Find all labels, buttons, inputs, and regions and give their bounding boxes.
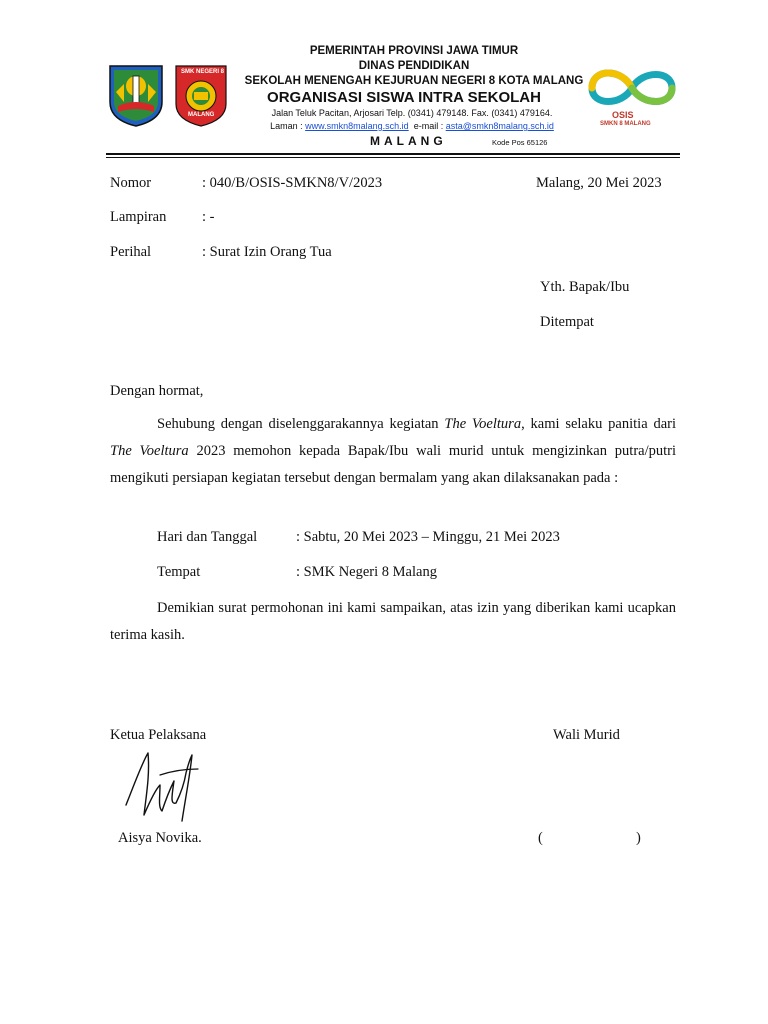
- kop-line-province: PEMERINTAH PROVINSI JAWA TIMUR: [309, 45, 519, 57]
- perihal-label: Perihal: [110, 244, 152, 260]
- kop-address: Jalan Teluk Pacitan, Arjosari Telp. (0341) 479148. Fax. (0341) 479164.: [271, 108, 553, 118]
- kop-line-organization: ORGANISASI SISWA INTRA SEKOLAH: [267, 89, 541, 106]
- osis-logo-subtext: SMKN 8 MALANG: [600, 121, 651, 127]
- kop-rule-thick: [106, 153, 680, 155]
- body-paragraph-2: [110, 595, 676, 649]
- detail-date-value: : Sabtu, 20 Mei 2023 – Minggu, 21 Mei 2023: [296, 529, 560, 545]
- smk-logo-top-text: SMK NEGERI 8: [181, 69, 225, 75]
- kop-line-dinas: DINAS PENDIDIKAN: [358, 60, 470, 72]
- p1-part-b: , kami selaku panitia dari: [521, 416, 676, 432]
- email-link[interactable]: asta@smkn8malang.sch.id: [445, 121, 554, 131]
- event-name-2: The Voeltura: [110, 443, 189, 459]
- p1-part-c: 2023 memohon kepada Bapak/Ibu wali murid untuk mengizinkan putra/putri mengikuti persiapan kegiatan tersebut dengan bermalam yang akan dilaksanakan pada :: [110, 443, 676, 486]
- signer-left-name: Aisya Novika.: [118, 830, 202, 846]
- signer-right-title: Wali Murid: [553, 727, 620, 743]
- laman-label: Laman :: [270, 121, 306, 131]
- detail-date-label: Hari dan Tanggal: [157, 529, 258, 545]
- detail-place-label: Tempat: [157, 564, 201, 580]
- website-link[interactable]: www.smkn8malang.sch.id: [305, 121, 409, 131]
- lampiran-label: Lampiran: [110, 209, 167, 225]
- nomor-label: Nomor: [110, 175, 152, 191]
- email-label: e-mail :: [408, 121, 446, 131]
- event-name: The Voeltura: [444, 416, 522, 432]
- signer-right-close-paren: ): [636, 830, 641, 846]
- signer-left-title: Ketua Pelaksana: [110, 727, 207, 743]
- kop-line-school: SEKOLAH MENENGAH KEJURUAN NEGERI 8 KOTA MALANG: [244, 75, 584, 87]
- salutation: Dengan hormat,: [110, 383, 204, 399]
- osis-logo-text: OSIS: [612, 110, 634, 120]
- letter-date: Malang, 20 Mei 2023: [536, 175, 662, 191]
- detail-place-value: : SMK Negeri 8 Malang: [296, 564, 437, 580]
- closing-paragraph: Demikian surat permohonan ini kami sampaikan, atas izin yang diberikan kami ucapkan terima kasih.: [110, 600, 676, 643]
- recipient-line-1: Yth. Bapak/Ibu: [540, 279, 630, 295]
- osis-logo-icon: [584, 62, 680, 112]
- lampiran-value: : -: [202, 209, 215, 225]
- body-paragraph-1: [110, 411, 676, 492]
- nomor-value: : 040/B/OSIS-SMKN8/V/2023: [202, 175, 383, 191]
- handwritten-signature-icon: [120, 745, 206, 827]
- smk-logo-bottom-text: MALANG: [188, 112, 215, 118]
- kop-contact: [28, 121, 768, 131]
- recipient-line-2: Ditempat: [540, 314, 594, 330]
- kop-postal-code: Kode Pos 65126: [492, 138, 548, 147]
- p1-part-a: Sehubung dengan diselenggarakannya kegiatan: [157, 416, 445, 432]
- signer-right-open-paren: (: [538, 830, 543, 846]
- perihal-value: : Surat Izin Orang Tua: [202, 244, 332, 260]
- kop-rule-thin: [106, 157, 680, 158]
- kop-city: MALANG: [370, 134, 447, 148]
